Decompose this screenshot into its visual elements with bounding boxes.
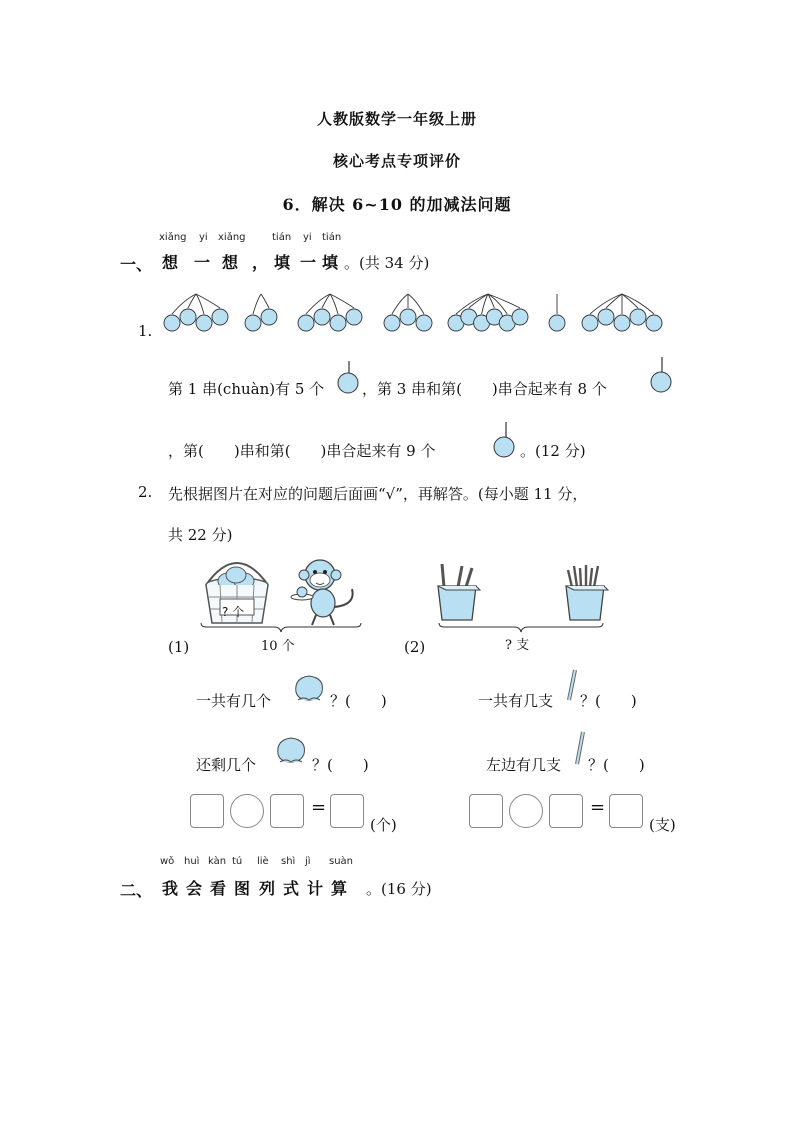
pencil-cup-left bbox=[432, 562, 482, 627]
monkey-illustration bbox=[290, 555, 365, 627]
answer-box[interactable] bbox=[270, 794, 304, 828]
cherry-group bbox=[582, 294, 662, 331]
pencil-cup-right bbox=[560, 562, 610, 627]
pinyin: jì bbox=[305, 856, 311, 867]
pencil-icon bbox=[572, 730, 588, 772]
q1-number: 1. bbox=[138, 322, 153, 340]
pinyin: tián bbox=[272, 232, 292, 243]
cherry bbox=[416, 315, 432, 331]
heading-char: 看 bbox=[210, 879, 227, 898]
cherry bbox=[180, 309, 196, 325]
cherry-group bbox=[298, 294, 362, 331]
basket-label: ? 个 bbox=[222, 605, 245, 619]
heading-char: 我 bbox=[162, 879, 179, 898]
heading-char: 填 bbox=[274, 253, 291, 272]
brace-label-part2: ? 支 bbox=[505, 638, 530, 653]
cherry-group bbox=[164, 294, 228, 331]
answer-box[interactable] bbox=[609, 794, 643, 828]
cherry bbox=[212, 309, 228, 325]
cherry bbox=[298, 315, 314, 331]
pinyin: huì bbox=[184, 856, 200, 867]
cherry-groups bbox=[0, 0, 794, 360]
cherry bbox=[614, 315, 630, 331]
section2-score: 。(16 分) bbox=[366, 880, 432, 898]
cherry bbox=[549, 315, 565, 331]
heading-char: ， bbox=[252, 253, 269, 272]
pinyin: xiǎng bbox=[159, 232, 187, 243]
cherry-group bbox=[549, 294, 565, 331]
cherry-group bbox=[448, 294, 528, 331]
pinyin: kàn bbox=[208, 856, 227, 867]
part1-label: (1) bbox=[168, 638, 190, 656]
operator-circle[interactable] bbox=[509, 794, 543, 828]
answer-box[interactable] bbox=[549, 794, 583, 828]
heading-char: 一 bbox=[300, 253, 317, 272]
q2-intro-line1: 先根据图片在对应的问题后面画“√”，再解答。(每小题 11 分， bbox=[168, 485, 588, 503]
cherry bbox=[646, 315, 662, 331]
heading-char: 一 bbox=[194, 253, 211, 272]
cherry bbox=[582, 315, 598, 331]
cherry bbox=[245, 315, 261, 331]
pinyin: yi bbox=[199, 232, 208, 243]
part1-question-b: 还剩几个 bbox=[196, 756, 257, 774]
cherry-icon bbox=[649, 355, 675, 395]
part2-question-b: 左边有几支 bbox=[486, 756, 562, 774]
q1-line1-b: ，第 3 串和第( )串合起来有 8 个 bbox=[362, 380, 607, 398]
q1-line2-b: 。(12 分) bbox=[520, 442, 586, 460]
heading-char: 填 bbox=[322, 253, 339, 272]
cherry-icon bbox=[336, 357, 362, 397]
heading-char: 式 bbox=[283, 879, 300, 898]
part1-question-a: 一共有几个 bbox=[196, 692, 272, 710]
heading-char: 图 bbox=[234, 879, 251, 898]
part2-question-a-answer[interactable]: ？( ) bbox=[580, 692, 637, 710]
section2-number: 二、 bbox=[120, 881, 153, 900]
part2-label: (2) bbox=[404, 638, 426, 656]
page-subtitle: 核心考点专项评价 bbox=[332, 152, 461, 170]
section1-number: 一、 bbox=[120, 255, 153, 274]
cherry bbox=[512, 309, 528, 325]
part1-question-a-answer[interactable]: ？( ) bbox=[330, 692, 387, 710]
heading-char: 算 bbox=[331, 879, 348, 898]
peach-icon bbox=[274, 734, 308, 770]
equals-sign: = bbox=[311, 797, 327, 818]
cherry bbox=[400, 309, 416, 325]
heading-char: 想 bbox=[162, 253, 179, 272]
cherry bbox=[630, 309, 646, 325]
cherry-group bbox=[384, 294, 432, 331]
cherry bbox=[164, 315, 180, 331]
pinyin: shì bbox=[281, 856, 296, 867]
brace-part1 bbox=[200, 622, 362, 636]
q1-line1-a: 第 1 串(chuàn)有 5 个 bbox=[168, 380, 325, 398]
pinyin: yi bbox=[303, 232, 312, 243]
section-title: 6．解决 6~10 的加减法问题 bbox=[282, 195, 512, 214]
section1-score: 。(共 34 分) bbox=[344, 254, 430, 272]
q1-line2-a: ，第( )串和第( )串合起来有 9 个 bbox=[168, 442, 436, 460]
cherry bbox=[346, 309, 362, 325]
page-title: 人教版数学一年级上册 bbox=[316, 110, 477, 128]
pinyin: suàn bbox=[329, 856, 354, 867]
answer-box[interactable] bbox=[190, 794, 224, 828]
q2-intro-line2: 共 22 分) bbox=[168, 526, 233, 544]
pinyin: liè bbox=[257, 856, 269, 867]
heading-char: 列 bbox=[259, 879, 276, 898]
heading-char: 会 bbox=[186, 879, 203, 898]
cherry bbox=[330, 315, 346, 331]
answer-box[interactable] bbox=[469, 794, 503, 828]
cherry bbox=[314, 309, 330, 325]
part2-question-b-answer[interactable]: ？( ) bbox=[588, 756, 645, 774]
peach-icon bbox=[292, 672, 326, 706]
cherry bbox=[598, 309, 614, 325]
part1-question-b-answer[interactable]: ？( ) bbox=[312, 756, 369, 774]
equals-sign: = bbox=[590, 797, 606, 818]
pinyin: xiǎng bbox=[218, 232, 246, 243]
cherry bbox=[261, 309, 277, 325]
brace-label-part1: 10 个 bbox=[261, 639, 295, 654]
unit-label-part2: (支) bbox=[649, 816, 676, 834]
cherry-group bbox=[245, 294, 277, 331]
heading-char: 想 bbox=[222, 253, 239, 272]
operator-circle[interactable] bbox=[230, 794, 264, 828]
pinyin: tú bbox=[232, 856, 243, 867]
heading-char: 计 bbox=[307, 879, 324, 898]
cherry-icon bbox=[493, 420, 519, 460]
pinyin: tián bbox=[322, 232, 342, 243]
pinyin: wǒ bbox=[160, 856, 175, 867]
part2-question-a: 一共有几支 bbox=[478, 692, 554, 710]
pencil-icon bbox=[564, 668, 580, 708]
unit-label-part1: (个) bbox=[370, 816, 397, 834]
cherry bbox=[196, 315, 212, 331]
answer-box[interactable] bbox=[330, 794, 364, 828]
cherry bbox=[384, 315, 400, 331]
q2-number: 2. bbox=[138, 483, 153, 501]
